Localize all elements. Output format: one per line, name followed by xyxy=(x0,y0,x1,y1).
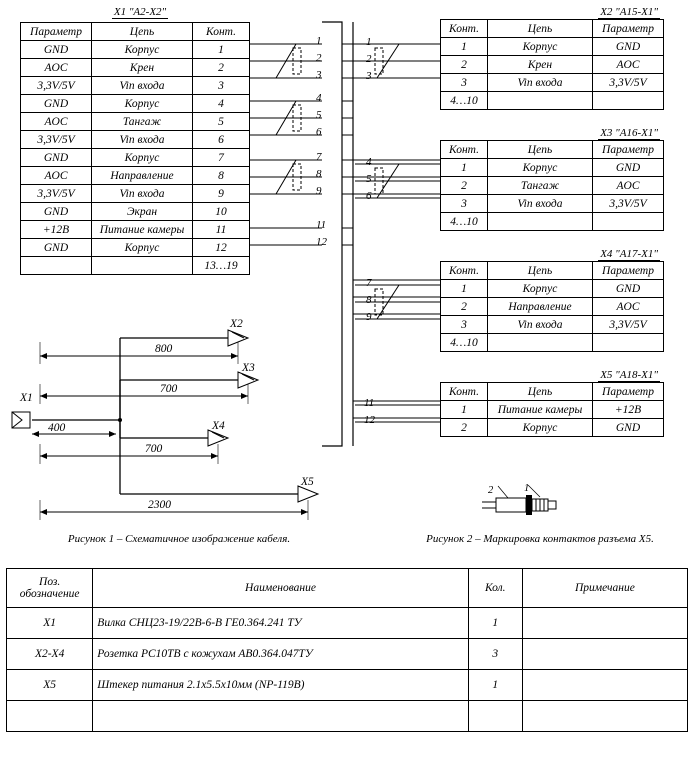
table-row xyxy=(21,257,250,275)
table-cell: 3,3V/5V xyxy=(21,185,92,203)
table-cell: 4…10 xyxy=(441,334,488,352)
table-cell: 1 xyxy=(441,38,488,56)
wire-num-left-2: 2 xyxy=(316,52,322,64)
table-cell: GND xyxy=(21,149,92,167)
table-row xyxy=(441,316,664,334)
table-cell: 3,3V/5V xyxy=(593,74,664,92)
dimension-2300: 2300 xyxy=(148,499,171,511)
left-table-header-row xyxy=(21,23,250,41)
table-row xyxy=(441,334,664,352)
column-header: Конт. xyxy=(193,23,250,41)
table-cell xyxy=(593,334,664,352)
wire-num-left-12: 12 xyxy=(316,236,327,248)
table-cell: 5 xyxy=(193,113,250,131)
table-cell: 11 xyxy=(193,221,250,239)
table-row xyxy=(21,185,250,203)
table-row xyxy=(21,239,250,257)
connector-label-x4: X4 xyxy=(212,420,225,432)
table-row xyxy=(21,95,250,113)
table-row xyxy=(441,74,664,92)
spec-cell-name: Розетка РС10ТВ с кожухам АВ0.364.047ТУ xyxy=(93,639,468,670)
wire-num-left-7: 7 xyxy=(316,151,322,163)
table-cell: Крен xyxy=(488,56,593,74)
plug-pin-label-1: 1 xyxy=(524,483,530,494)
column-header: Конт. xyxy=(441,141,488,159)
table-cell: Vin входа xyxy=(488,74,593,92)
table-header-row xyxy=(441,262,664,280)
table-row xyxy=(441,419,664,437)
table-row xyxy=(21,131,250,149)
table-cell: AOC xyxy=(593,177,664,195)
table-row xyxy=(21,77,250,95)
right-table-group-x4 xyxy=(440,248,664,352)
table-cell xyxy=(593,213,664,231)
spec-cell-qty: 3 xyxy=(468,639,522,670)
table-header-row xyxy=(441,383,664,401)
wire-num-left-8: 8 xyxy=(316,168,322,180)
table-cell: 1 xyxy=(441,159,488,177)
spec-header-note: Примечание xyxy=(522,569,687,608)
wire-num-x4-8: 8 xyxy=(366,294,372,306)
column-header: Параметр xyxy=(593,383,664,401)
wire-num-x2-2: 2 xyxy=(366,53,372,65)
table-row xyxy=(21,203,250,221)
table-cell: GND xyxy=(21,95,92,113)
dimension-700-x4: 700 xyxy=(145,443,163,455)
connector-label-x3: X3 xyxy=(242,362,255,374)
column-header: Цепь xyxy=(92,23,193,41)
wire-num-x3-4: 4 xyxy=(366,156,372,168)
table-cell: +12В xyxy=(21,221,92,239)
table-cell: +12В xyxy=(593,401,664,419)
wire-num-left-11: 11 xyxy=(316,219,327,231)
table-row xyxy=(21,113,250,131)
table-cell: 3,3V/5V xyxy=(593,316,664,334)
table-cell: 4 xyxy=(193,95,250,113)
spec-cell-name: Вилка СНЦ23-19/22В-6-В ГЕ0.364.241 ТУ xyxy=(93,608,468,639)
table-row xyxy=(441,298,664,316)
table-cell xyxy=(488,92,593,110)
column-header: Цепь xyxy=(488,262,593,280)
wire-num-left-3: 3 xyxy=(316,69,322,81)
spec-cell-note xyxy=(522,701,687,732)
left-table-title-text: X1 "A2-X2" xyxy=(113,6,167,18)
table-cell: 3 xyxy=(441,74,488,92)
table-cell: 7 xyxy=(193,149,250,167)
table-cell: 4…10 xyxy=(441,213,488,231)
table-cell: 3 xyxy=(441,316,488,334)
dimension-700-x3: 700 xyxy=(160,383,178,395)
table-cell: 3 xyxy=(441,195,488,213)
dimension-400: 400 xyxy=(48,422,66,434)
table-cell: Корпус xyxy=(92,41,193,59)
table-row xyxy=(441,401,664,419)
pinout-table-x5 xyxy=(440,382,664,437)
table-cell: Направление xyxy=(488,298,593,316)
connector-label-x1: X1 xyxy=(20,392,33,404)
table-cell: AOC xyxy=(21,113,92,131)
table-cell xyxy=(593,92,664,110)
right-table-title-x4: X4 "A17-X1" xyxy=(600,248,658,260)
table-cell: 1 xyxy=(441,280,488,298)
table-cell: Корпус xyxy=(488,159,593,177)
wire-num-x4-9: 9 xyxy=(366,311,372,323)
right-table-title-x3: X3 "A16-X1" xyxy=(600,127,658,139)
column-header: Цепь xyxy=(488,383,593,401)
table-cell: Vin входа xyxy=(92,131,193,149)
dimension-800: 800 xyxy=(155,343,173,355)
table-cell: 9 xyxy=(193,185,250,203)
column-header: Цепь xyxy=(488,141,593,159)
column-header: Конт. xyxy=(441,383,488,401)
table-row xyxy=(441,177,664,195)
table-cell: AOC xyxy=(21,167,92,185)
table-cell: Корпус xyxy=(488,419,593,437)
table-cell: 2 xyxy=(441,56,488,74)
wire-num-x3-6: 6 xyxy=(366,190,372,202)
table-row xyxy=(441,56,664,74)
table-cell: 6 xyxy=(193,131,250,149)
table-cell: Корпус xyxy=(92,95,193,113)
spec-cell-pos: X2-X4 xyxy=(7,639,93,670)
table-cell: 3 xyxy=(193,77,250,95)
spec-header-pos-line1: Поз. xyxy=(39,576,61,588)
table-header-row xyxy=(441,20,664,38)
table-cell: Корпус xyxy=(92,149,193,167)
column-header: Параметр xyxy=(593,141,664,159)
right-table-group-x3 xyxy=(440,127,664,231)
spec-header-pos xyxy=(7,569,93,608)
spec-header-name: Наименование xyxy=(93,569,468,608)
pinout-table-x4 xyxy=(440,261,664,352)
spec-cell-name xyxy=(93,701,468,732)
wire-num-left-1: 1 xyxy=(316,35,322,47)
table-cell: Vin входа xyxy=(92,77,193,95)
table-row xyxy=(441,92,664,110)
spec-header-row xyxy=(7,569,688,608)
table-row xyxy=(21,149,250,167)
table-cell: 4…10 xyxy=(441,92,488,110)
wire-num-x5-12: 12 xyxy=(364,414,375,426)
connector-label-x2: X2 xyxy=(230,318,243,330)
table-cell: Питание камеры xyxy=(488,401,593,419)
table-cell: GND xyxy=(21,239,92,257)
table-cell: 3,3V/5V xyxy=(21,77,92,95)
wire-num-x2-1: 1 xyxy=(366,36,372,48)
spec-cell-note xyxy=(522,608,687,639)
table-cell xyxy=(21,257,92,275)
table-cell: Экран xyxy=(92,203,193,221)
wire-num-x2-3: 3 xyxy=(366,70,372,82)
table-cell: Направление xyxy=(92,167,193,185)
spec-cell-qty: 1 xyxy=(468,670,522,701)
table-row xyxy=(441,213,664,231)
right-table-group-x2 xyxy=(440,6,664,110)
spec-cell-qty xyxy=(468,701,522,732)
spec-cell-pos xyxy=(7,701,93,732)
spec-table-row xyxy=(7,608,688,639)
table-cell: 2 xyxy=(441,298,488,316)
connector-label-x5: X5 xyxy=(301,476,314,488)
right-table-title-x2: X2 "A15-X1" xyxy=(600,6,658,18)
table-header-row xyxy=(441,141,664,159)
spec-cell-qty: 1 xyxy=(468,608,522,639)
table-cell: AOC xyxy=(593,298,664,316)
column-header: Параметр xyxy=(21,23,92,41)
spec-cell-note xyxy=(522,639,687,670)
right-connector-symbols xyxy=(355,30,441,420)
wire-num-x3-5: 5 xyxy=(366,173,372,185)
table-cell: Корпус xyxy=(92,239,193,257)
table-cell: 1 xyxy=(441,401,488,419)
spec-header-pos-line2: обозначение xyxy=(19,588,80,600)
right-table-title-x5: X5 "A18-X1" xyxy=(600,369,658,381)
plug-pin-label-2: 2 xyxy=(488,485,494,496)
table-cell: Vin входа xyxy=(92,185,193,203)
wire-num-left-6: 6 xyxy=(316,126,322,138)
figure2-caption: Рисунок 2 – Маркировка контактов разъема X5. xyxy=(426,533,654,545)
table-cell: 1 xyxy=(193,41,250,59)
table-cell: Корпус xyxy=(488,280,593,298)
wire-num-x5-11: 11 xyxy=(364,397,375,409)
table-cell: 2 xyxy=(441,419,488,437)
table-cell: Vin входа xyxy=(488,316,593,334)
table-row xyxy=(21,59,250,77)
spec-cell-pos: X5 xyxy=(7,670,93,701)
spec-header-qty: Кол. xyxy=(468,569,522,608)
table-cell: Крен xyxy=(92,59,193,77)
table-row xyxy=(441,195,664,213)
column-header: Цепь xyxy=(488,20,593,38)
table-cell: GND xyxy=(593,159,664,177)
table-row xyxy=(441,38,664,56)
table-cell xyxy=(488,213,593,231)
table-cell xyxy=(488,334,593,352)
pinout-table-x2 xyxy=(440,19,664,110)
table-cell: GND xyxy=(593,419,664,437)
table-cell: GND xyxy=(593,38,664,56)
table-cell: Тангаж xyxy=(488,177,593,195)
table-cell: 13…19 xyxy=(193,257,250,275)
table-cell: 3,3V/5V xyxy=(593,195,664,213)
left-pinout-table xyxy=(20,22,250,275)
wire-num-left-4: 4 xyxy=(316,92,322,104)
spec-table-row xyxy=(7,639,688,670)
table-cell: AOC xyxy=(593,56,664,74)
column-header: Параметр xyxy=(593,20,664,38)
table-cell: 8 xyxy=(193,167,250,185)
wire-num-left-5: 5 xyxy=(316,109,322,121)
table-cell: GND xyxy=(21,41,92,59)
column-header: Параметр xyxy=(593,262,664,280)
table-row xyxy=(21,167,250,185)
specification-table xyxy=(6,568,688,732)
table-cell: GND xyxy=(21,203,92,221)
spec-table-row xyxy=(7,670,688,701)
table-cell: Тангаж xyxy=(92,113,193,131)
spec-cell-pos: X1 xyxy=(7,608,93,639)
table-cell: 10 xyxy=(193,203,250,221)
figure1-caption: Рисунок 1 – Схематичное изображение кабеля. xyxy=(67,533,291,545)
spec-cell-name: Штекер питания 2.1х5.5х10мм (NP-119В) xyxy=(93,670,468,701)
right-table-group-x5 xyxy=(440,369,664,437)
spec-cell-note xyxy=(522,670,687,701)
pinout-table-x3 xyxy=(440,140,664,231)
table-cell: 3,3V/5V xyxy=(21,131,92,149)
column-header: Конт. xyxy=(441,20,488,38)
wire-num-left-9: 9 xyxy=(316,185,322,197)
table-row xyxy=(21,221,250,239)
column-header: Конт. xyxy=(441,262,488,280)
table-row xyxy=(441,159,664,177)
table-cell: AOC xyxy=(21,59,92,77)
wire-num-x4-7: 7 xyxy=(366,277,372,289)
table-cell: Питание камеры xyxy=(92,221,193,239)
table-cell: 2 xyxy=(441,177,488,195)
left-table-title xyxy=(20,6,260,19)
table-cell: 2 xyxy=(193,59,250,77)
table-cell: Vin входа xyxy=(488,195,593,213)
figure1-cable-sketch xyxy=(10,316,350,526)
spec-table-row xyxy=(7,701,688,732)
table-cell: Корпус xyxy=(488,38,593,56)
table-row xyxy=(441,280,664,298)
table-row xyxy=(21,41,250,59)
table-cell xyxy=(92,257,193,275)
table-cell: GND xyxy=(593,280,664,298)
table-cell: 12 xyxy=(193,239,250,257)
